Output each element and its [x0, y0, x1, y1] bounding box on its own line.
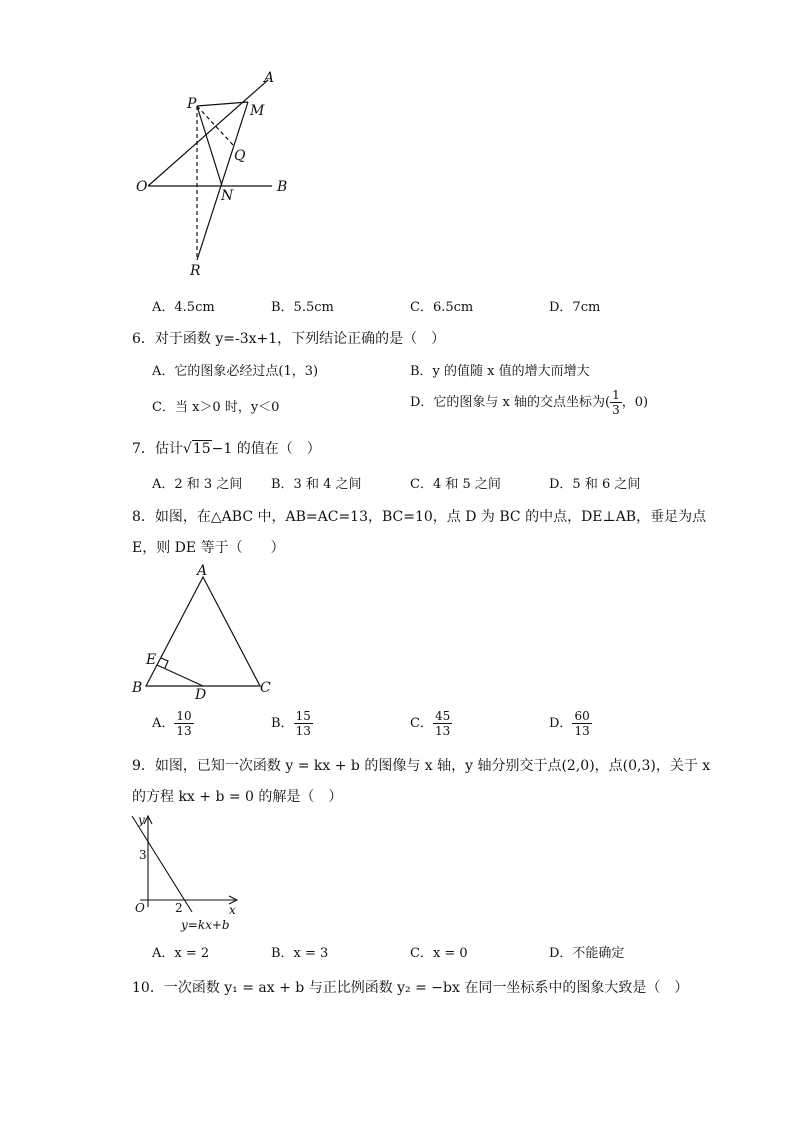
q9-stem-line1: 9．如图，已知一次函数 y = kx + b 的图像与 x 轴，y 轴分别交于点(2,0)，点(0,3)，关于 x — [132, 758, 711, 774]
label-p: P — [187, 96, 197, 112]
q6-option-d[interactable] — [410, 388, 648, 417]
fraction-denominator: 13 — [295, 724, 311, 738]
q7-option-a[interactable]: A．2 和 3 之间 — [152, 477, 243, 492]
label-three: 3 — [139, 848, 147, 862]
figure-linear-graph — [128, 812, 243, 934]
q8-option-d[interactable] — [549, 709, 592, 738]
q6-stem: 6．对于函数 y=-3x+1，下列结论正确的是（ ） — [132, 331, 446, 347]
sqrt-sign: √ — [182, 441, 192, 457]
label-origin: O — [135, 901, 145, 915]
fraction-numerator: 45 — [434, 709, 451, 723]
segment-de — [157, 665, 203, 686]
q8-option-b[interactable] — [271, 709, 313, 738]
q7-stem-prefix: 7．估计 — [132, 441, 183, 457]
figure-angle-aob — [130, 62, 300, 282]
label-b: B — [277, 179, 288, 195]
function-line — [132, 816, 192, 912]
label-a: A — [264, 70, 275, 86]
fraction-denominator: 13 — [574, 724, 590, 738]
label-e: E — [146, 652, 157, 668]
label-o: O — [136, 179, 148, 195]
fraction-numerator: 10 — [176, 709, 192, 723]
label-line: y=kx+b — [181, 918, 230, 932]
label-y: y — [138, 813, 145, 827]
label-b: B — [132, 680, 143, 696]
right-angle-mark — [161, 658, 168, 668]
option-letter: C． — [410, 716, 433, 731]
option-letter: A． — [152, 716, 175, 731]
q8-option-a[interactable] — [152, 709, 194, 738]
fraction — [174, 709, 193, 738]
label-n: N — [221, 188, 234, 204]
q6-option-a[interactable]: A．它的图象必经过点(1，3) — [152, 364, 319, 379]
fraction-numerator: 15 — [295, 709, 311, 723]
figure-triangle-abc — [126, 560, 286, 702]
label-two: 2 — [175, 901, 183, 915]
fraction-denominator: 13 — [434, 724, 451, 738]
q7-option-c[interactable]: C．4 和 5 之间 — [410, 477, 501, 492]
fraction-denominator: 13 — [176, 724, 192, 738]
q6-option-d-suffix: ，0) — [621, 395, 649, 410]
fraction — [433, 709, 452, 738]
q8-stem-line2: E，则 DE 等于（ ） — [132, 540, 285, 556]
q10-stem: 10．一次函数 y₁ = ax + b 与正比例函数 y₂ = −bx 在同一坐标系中的图象大致是（ ） — [132, 980, 689, 996]
option-letter: D． — [549, 716, 573, 731]
q6-option-b[interactable]: B．y 的值随 x 值的增大而增大 — [410, 364, 590, 379]
q5-option-c[interactable]: C．6.5cm — [410, 300, 474, 315]
segment-pn — [197, 106, 222, 186]
q6-option-d-prefix: D．它的图象与 x 轴的交点坐标为( — [410, 395, 611, 410]
fraction-one-third — [610, 388, 622, 417]
ray-oa — [148, 80, 268, 186]
label-c: C — [260, 680, 271, 696]
label-d: D — [195, 687, 207, 702]
fraction-numerator: 60 — [574, 709, 590, 723]
segment-mr — [197, 102, 248, 260]
q9-option-a[interactable]: A．x = 2 — [152, 946, 210, 961]
q9-option-c[interactable]: C．x = 0 — [410, 946, 468, 961]
fraction-numerator: 1 — [612, 388, 620, 402]
label-x: x — [229, 903, 236, 917]
q9-option-d[interactable]: D．不能确定 — [549, 946, 625, 961]
q5-option-d[interactable]: D．7cm — [549, 300, 601, 315]
q7-option-b[interactable]: B．3 和 4 之间 — [271, 477, 362, 492]
q8-stem-line1: 8．如图，在△ABC 中，AB=AC=13，BC=10，点 D 为 BC 的中点，DE⊥AB，垂足为点 — [132, 509, 707, 525]
q9-option-b[interactable]: B．x = 3 — [271, 946, 329, 961]
fraction — [572, 709, 591, 738]
fraction — [294, 709, 313, 738]
q7-stem — [132, 438, 321, 458]
q7-stem-suffix: −1 的值在（ ） — [211, 441, 321, 457]
q8-option-c[interactable] — [410, 709, 452, 738]
q5-option-a[interactable]: A．4.5cm — [152, 300, 215, 315]
label-r: R — [190, 263, 201, 279]
q9-stem-line2: 的方程 kx + b = 0 的解是（ ） — [132, 789, 343, 805]
label-m: M — [250, 103, 265, 119]
q7-radicand: 15 — [192, 441, 211, 457]
fraction-denominator: 3 — [612, 403, 620, 417]
q6-option-c[interactable]: C．当 x＞0 时，y＜0 — [152, 400, 280, 415]
triangle-abc — [146, 577, 260, 686]
q7-option-d[interactable]: D．5 和 6 之间 — [549, 477, 641, 492]
label-q: Q — [234, 148, 246, 164]
label-a: A — [197, 563, 208, 579]
q5-option-b[interactable]: B．5.5cm — [271, 300, 334, 315]
option-letter: B． — [271, 716, 294, 731]
